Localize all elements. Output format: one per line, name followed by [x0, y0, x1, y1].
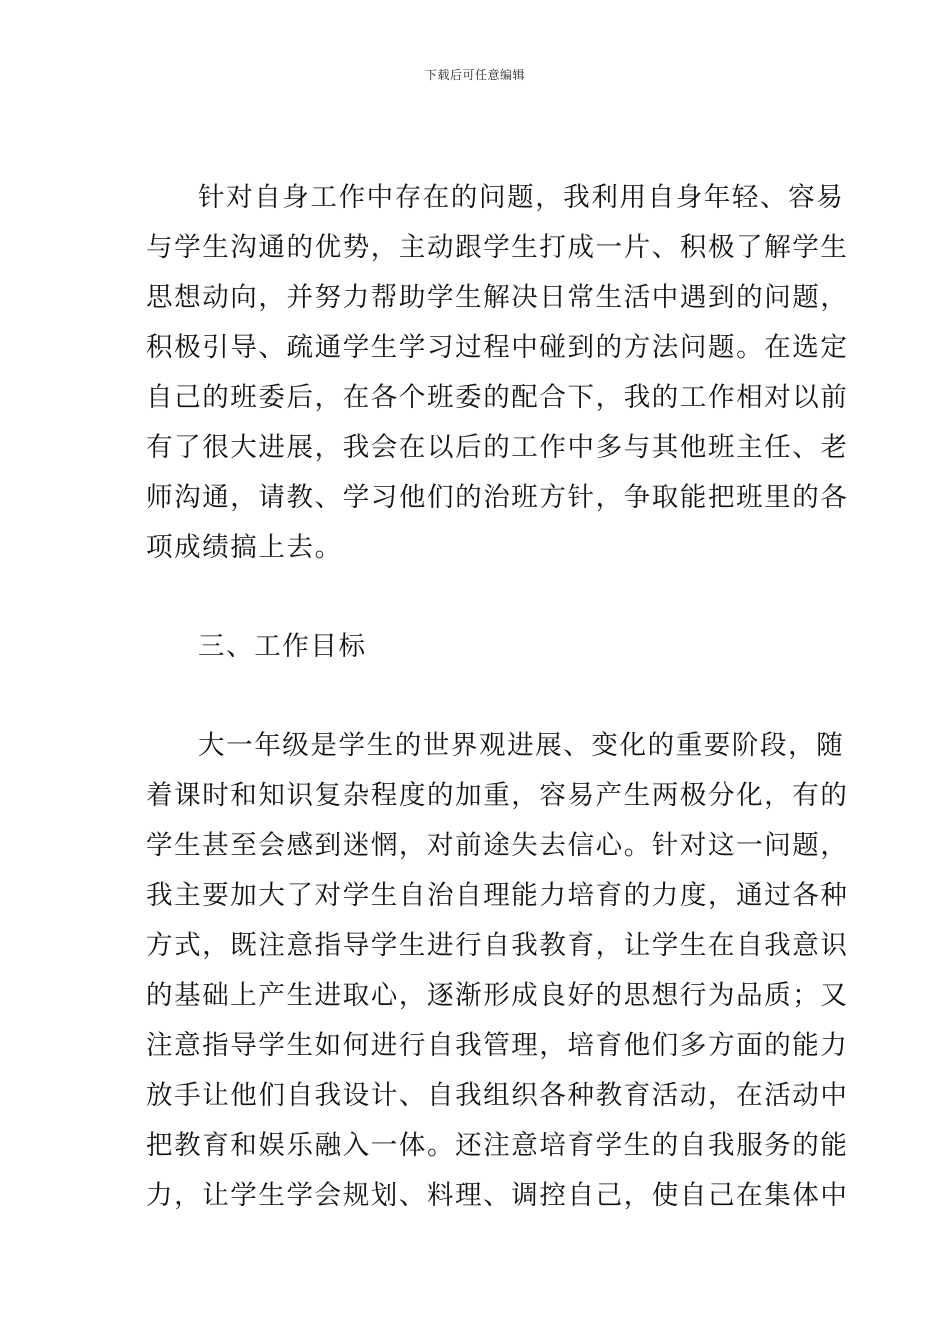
- paragraph-1-line: 与学生沟通的优势，主动跟学生打成一片、积极了解学生: [146, 232, 849, 263]
- header-note: 下载后可任意编辑: [424, 68, 525, 82]
- paragraph-2-line: 大一年级是学生的世界观进展、变化的重要阶段，随: [198, 730, 845, 761]
- paragraph-2-line: 把教育和娱乐融入一体。还注意培育学生的自我服务的能: [146, 1130, 849, 1161]
- paragraph-1-line: 自己的班委后，在各个班委的配合下，我的工作相对以前: [146, 382, 849, 413]
- paragraph-1-line: 项成绩搞上去。: [146, 532, 343, 563]
- paragraph-2-line: 的基础上产生进取心，逐渐形成良好的思想行为品质；又: [146, 980, 849, 1011]
- paragraph-2-line: 我主要加大了对学生自治自理能力培育的力度，通过各种: [146, 880, 849, 911]
- paragraph-2-line: 力，让学生学会规划、料理、调控自己，使自己在集体中: [146, 1180, 849, 1211]
- paragraph-1-line: 积极引导、疏通学生学习过程中碰到的方法问题。在选定: [146, 332, 849, 363]
- paragraph-2-line: 注意指导学生如何进行自我管理，培育他们多方面的能力: [146, 1030, 849, 1061]
- paragraph-2-line: 方式，既注意指导学生进行自我教育，让学生在自我意识: [146, 930, 849, 961]
- paragraph-1-line: 有了很大进展，我会在以后的工作中多与其他班主任、老: [146, 432, 849, 463]
- paragraph-2-line: 学生甚至会感到迷惘，对前途失去信心。针对这一问题，: [146, 830, 849, 861]
- paragraph-2-line: 着课时和知识复杂程度的加重，容易产生两极分化，有的: [146, 780, 849, 811]
- paragraph-2-line: 放手让他们自我设计、自我组织各种教育活动，在活动中: [146, 1080, 849, 1111]
- section-heading: 三、工作目标: [198, 631, 367, 662]
- paragraph-1-line: 思想动向，并努力帮助学生解决日常生活中遇到的问题，: [146, 282, 849, 313]
- paragraph-1-line: 师沟通，请教、学习他们的治班方针，争取能把班里的各: [146, 482, 849, 513]
- paragraph-1-line: 针对自身工作中存在的问题，我利用自身年轻、容易: [198, 182, 845, 213]
